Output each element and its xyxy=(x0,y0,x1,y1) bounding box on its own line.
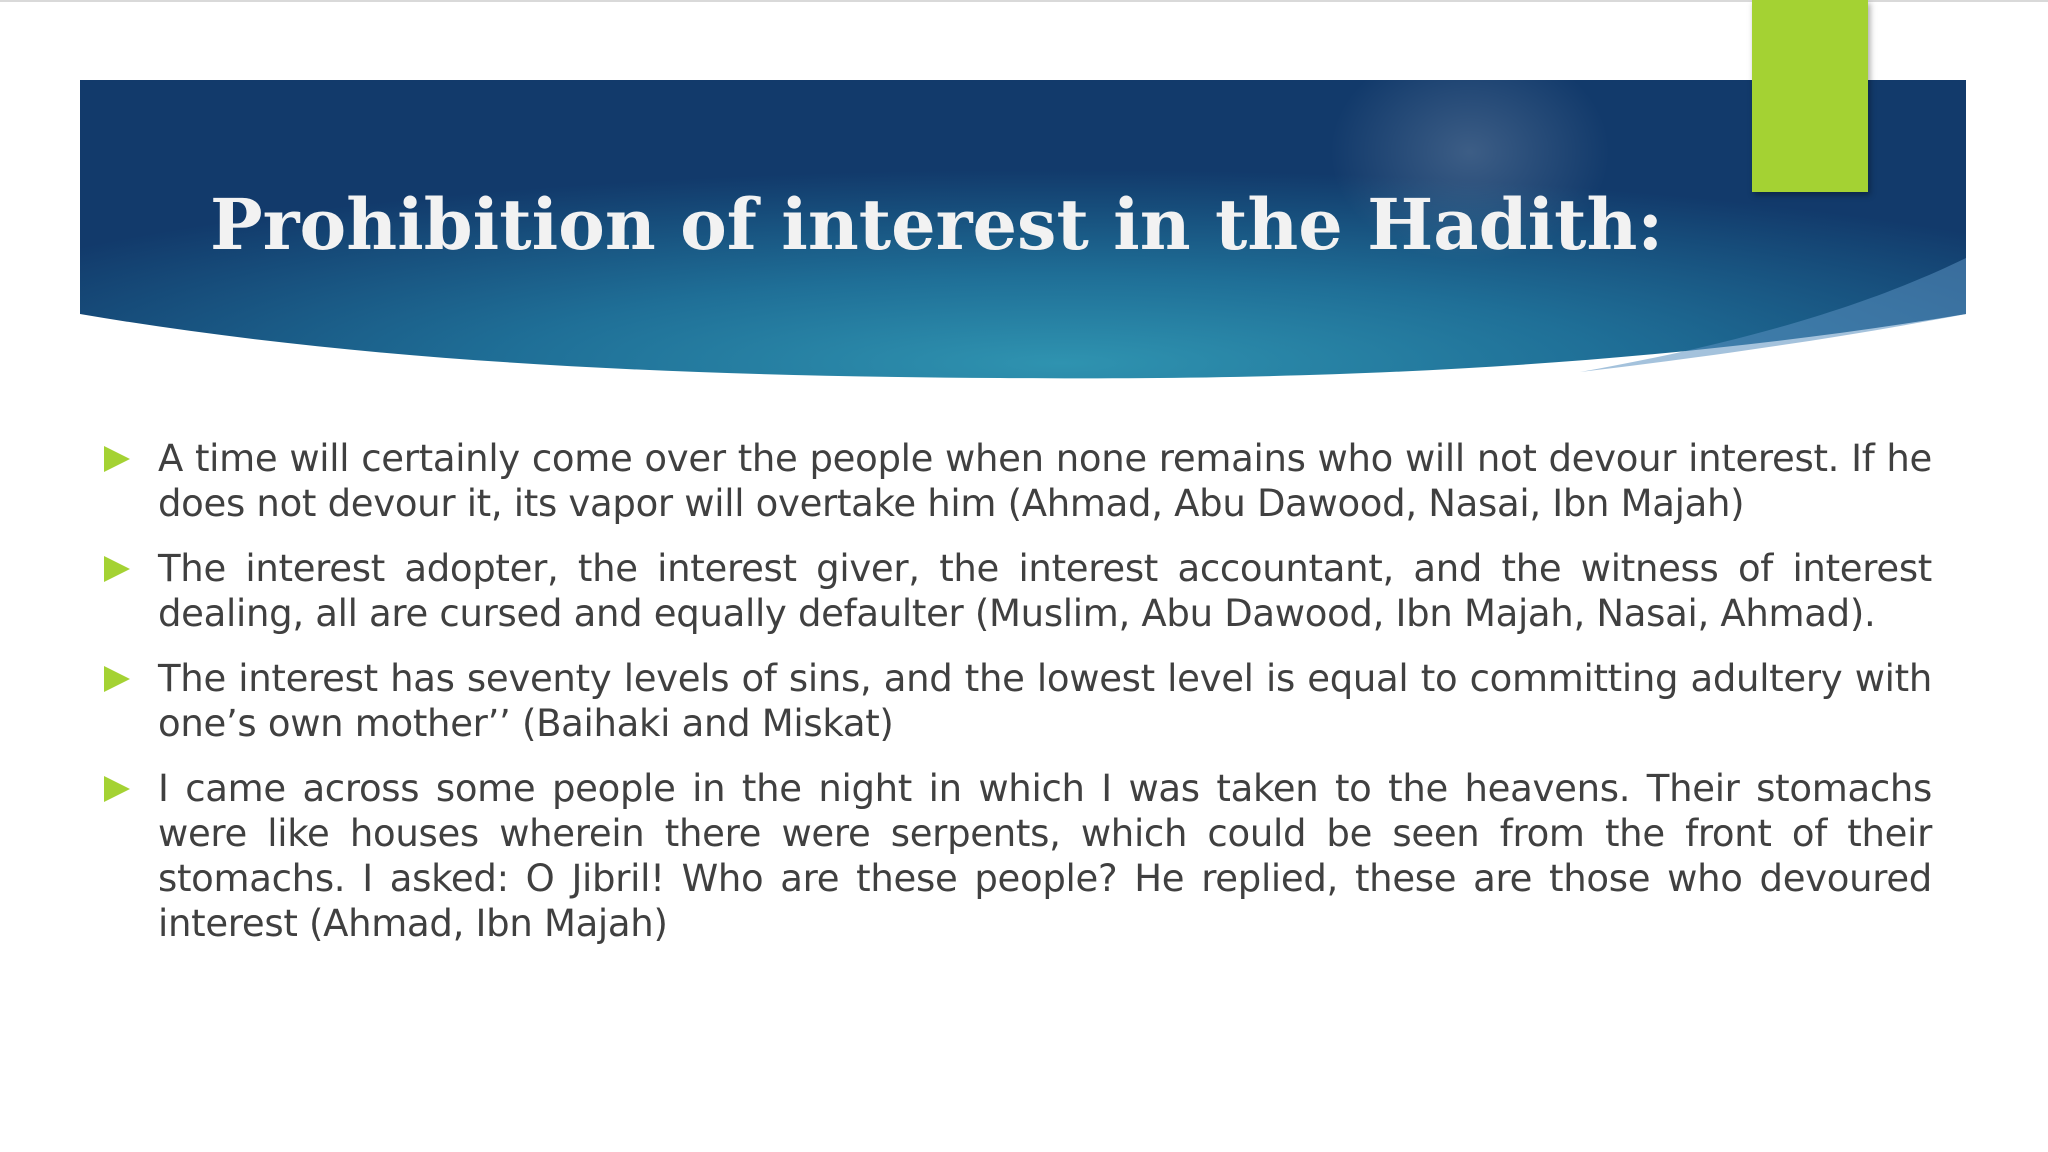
triangle-bullet-icon xyxy=(104,666,130,692)
triangle-bullet-icon xyxy=(104,776,130,802)
triangle-bullet-icon xyxy=(104,446,130,472)
bullet-item xyxy=(100,436,1932,526)
bullet-text: A time will certainly come over the people when none remains who will not devour interest. If he does not devour it, its vapor will overtake him (Ahmad, Abu Dawood, Nasai, Ibn Majah) xyxy=(158,437,1932,525)
bullet-text: The interest has seventy levels of sins, and the lowest level is equal to committing adultery with one’s own mother’’ (Baihaki and Miskat) xyxy=(158,657,1932,745)
bullet-item xyxy=(100,546,1932,636)
bullet-item xyxy=(100,766,1932,946)
bullet-list xyxy=(100,436,1932,966)
accent-tab xyxy=(1752,0,1868,192)
bullet-text: I came across some people in the night in which I was taken to the heavens. Their stomachs were like houses wherein there were serpents, which could be seen from the front of their stomachs. I asked: O Jibril! Who are these people? He replied, these are those who devoured interest (Ahmad, Ibn Majah) xyxy=(158,767,1932,945)
bullet-item xyxy=(100,656,1932,746)
slide-title: Prohibition of interest in the Hadith: xyxy=(210,183,1664,266)
bullet-text: The interest adopter, the interest giver, the interest accountant, and the witness of interest dealing, all are cursed and equally defaulter (Muslim, Abu Dawood, Ibn Majah, Nasai, Ahmad). xyxy=(158,547,1932,635)
triangle-bullet-icon xyxy=(104,556,130,582)
